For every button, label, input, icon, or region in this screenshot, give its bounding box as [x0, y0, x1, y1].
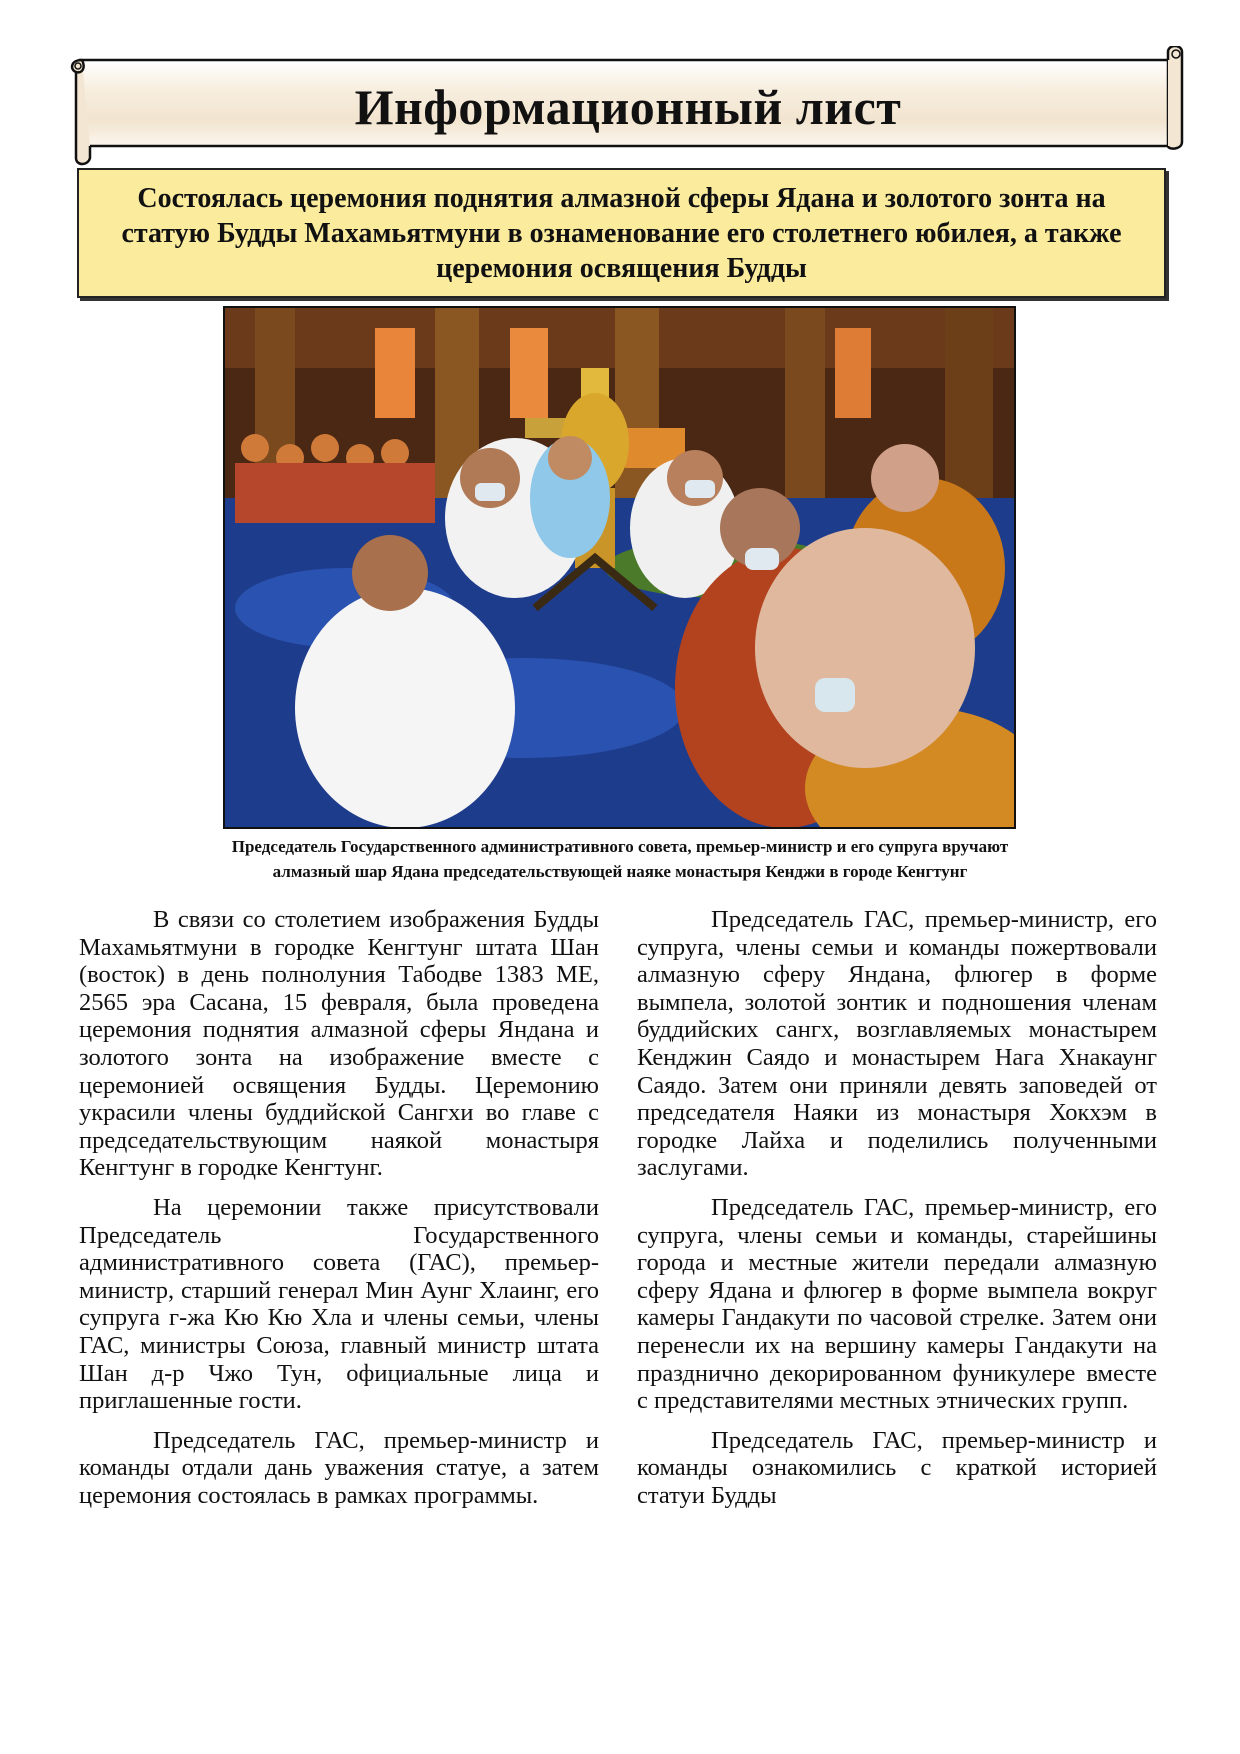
paragraph: Председатель ГАС, премьер-министр, его супруга, члены семьи и команды пожертвовали алмазную сферу Яндана, флюгер в форме вымпела, золотой зонтик и подношения членам буддийских сангх, возглавляемых монастырем Кенджин Саядо и монастырем Нага Хнакаунг Саядо. Затем они приняли девять заповедей от председателя Наяки из монастыря Хокхэм в городке Лайха и поделились полученными заслугами. [637, 906, 1157, 1182]
paragraph: На церемонии также присутствовали Председатель Государственного административного совета (ГАС), премьер-министр, старший генерал Мин Аунг Хлаинг, его супруга г-жа Кю Кю Хла и члены семьи, члены ГАС, министры Союза, главный министр штата Шан д-р Чжо Тун, официальные лица и приглашенные гости. [79, 1193, 599, 1415]
scroll-banner [68, 46, 1188, 166]
photo-caption [100, 835, 1140, 884]
paragraph: Председатель ГАС, премьер-министр и команды ознакомились с краткой историей статуи Будды [637, 1426, 1157, 1509]
paragraph: Председатель ГАС, премьер-министр и команды отдали дань уважения статуе, а затем церемония состоялась в рамках программы. [79, 1426, 599, 1509]
paragraph: Председатель ГАС, премьер-министр, его супруга, члены семьи и команды, старейшины города и местные жители передали алмазную сферу Ядана и флюгер в форме вымпела вокруг камеры Гандакути по часовой стрелке. Затем они перенесли их на вершину камеры Гандакути на празднично декорированном фуникулере вместе с представителями местных этнических групп. [637, 1193, 1157, 1415]
page-title: Информационный лист [354, 79, 902, 135]
caption-line: Председатель Государственного административного совета, премьер-министр и его супруга вручают [231, 837, 1009, 856]
ceremony-photo [223, 306, 1016, 829]
paragraph: В связи со столетием изображения Будды Махамьятмуни в городке Кенгтунг штата Шан (восток) в день полнолуния Табодве 1383 ME, 2565 эра Сасана, 15 февраля, была проведена церемония поднятия алмазной сферы Яндана и золотого зонта на изображение вместе с церемонией освящения Будды. Церемонию украсили члены буддийской Сангхи во главе с председательствующим наякой монастыря Кенгтунг в городке Кенгтунг. [79, 906, 599, 1182]
headline: Состоялась церемония поднятия алмазной сферы Ядана и золотого зонта на статую Будды Махамьятмуни в ознаменование его столетнего юбилея, а также церемония освящения Будды [121, 182, 1122, 284]
ceremony-photo-illustration [225, 308, 1014, 827]
headline-box [77, 168, 1166, 298]
caption-line: алмазный шар Ядана председательствующей наяке монастыря Кенджи в городе Кенгтунг [272, 861, 968, 881]
article-column-left [79, 906, 599, 1521]
article-column-right [637, 906, 1157, 1521]
